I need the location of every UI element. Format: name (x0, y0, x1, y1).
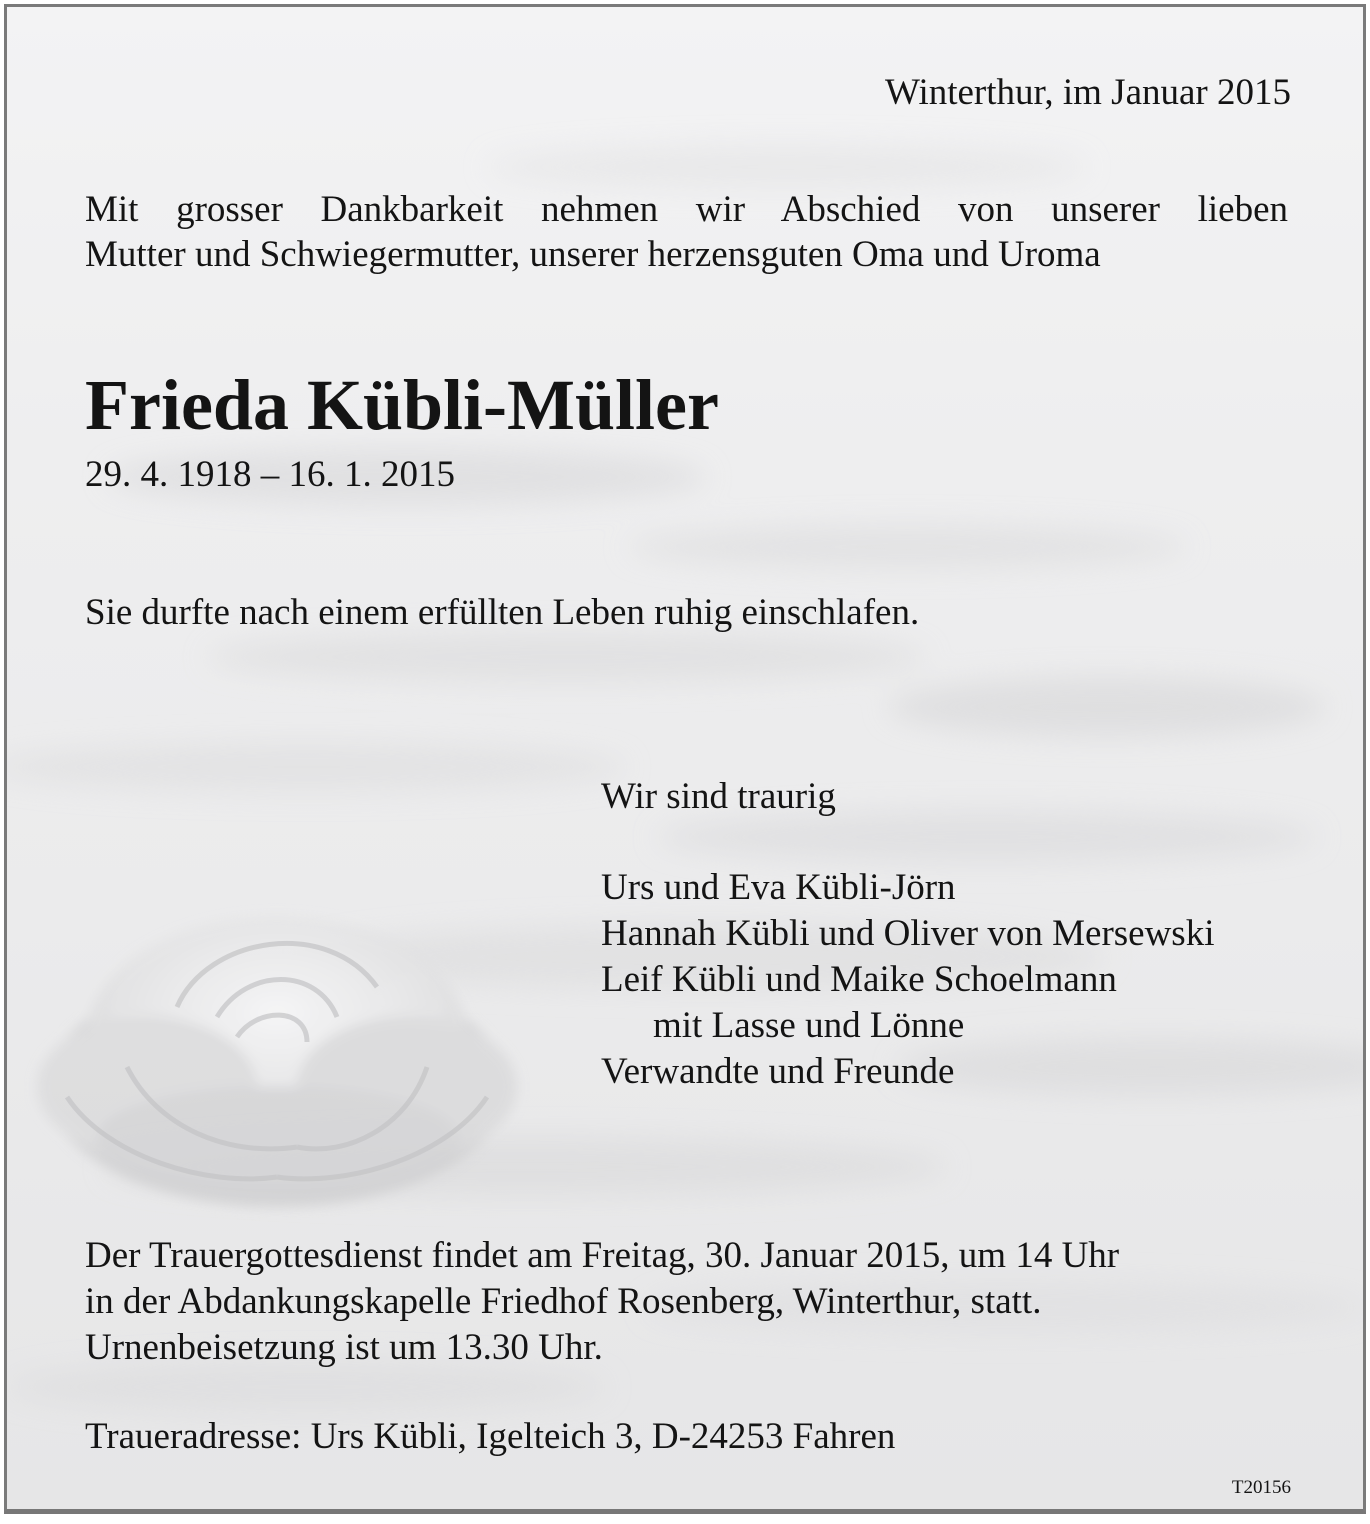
intro-line-2: Mutter und Schwiegermutter, unserer herzensguten Oma und Uroma (85, 234, 1101, 275)
intro-text (85, 187, 1288, 277)
mourner-line: Verwandte und Freunde (601, 1051, 955, 1092)
intro-line-1: Mit grosser Dankbarkeit nehmen wir Abschied von unserer lieben (85, 189, 1288, 230)
mourners-list (601, 865, 1214, 1095)
service-line: in der Abdankungskapelle Friedhof Rosenberg, Winterthur, statt. (85, 1281, 1042, 1322)
mourner-line: Leif Kübli und Maike Schoelmann (601, 959, 1117, 1000)
place-and-date: Winterthur, im Januar 2015 (885, 72, 1291, 113)
ad-code: T20156 (1231, 1477, 1291, 1498)
mourning-phrase: Wir sind traurig (601, 776, 836, 817)
service-line: Der Trauergottesdienst findet am Freitag, 30. Januar 2015, um 14 Uhr (85, 1235, 1120, 1276)
life-dates: 29. 4. 1918 – 16. 1. 2015 (85, 454, 455, 495)
farewell-sentence: Sie durfte nach einem erfüllten Leben ruhig einschlafen. (85, 592, 920, 633)
service-info (85, 1233, 1119, 1371)
deceased-name: Frieda Kübli-Müller (85, 365, 719, 445)
mourner-line: Hannah Kübli und Oliver von Mersewski (601, 913, 1215, 954)
mourner-line: Urs und Eva Kübli-Jörn (601, 867, 956, 908)
mourner-line: mit Lasse und Lönne (653, 1005, 965, 1046)
obituary-notice (4, 4, 1366, 1514)
mourning-address: Traueradresse: Urs Kübli, Igelteich 3, D-24253 Fahren (85, 1416, 896, 1457)
service-line: Urnenbeisetzung ist um 13.30 Uhr. (85, 1327, 603, 1368)
